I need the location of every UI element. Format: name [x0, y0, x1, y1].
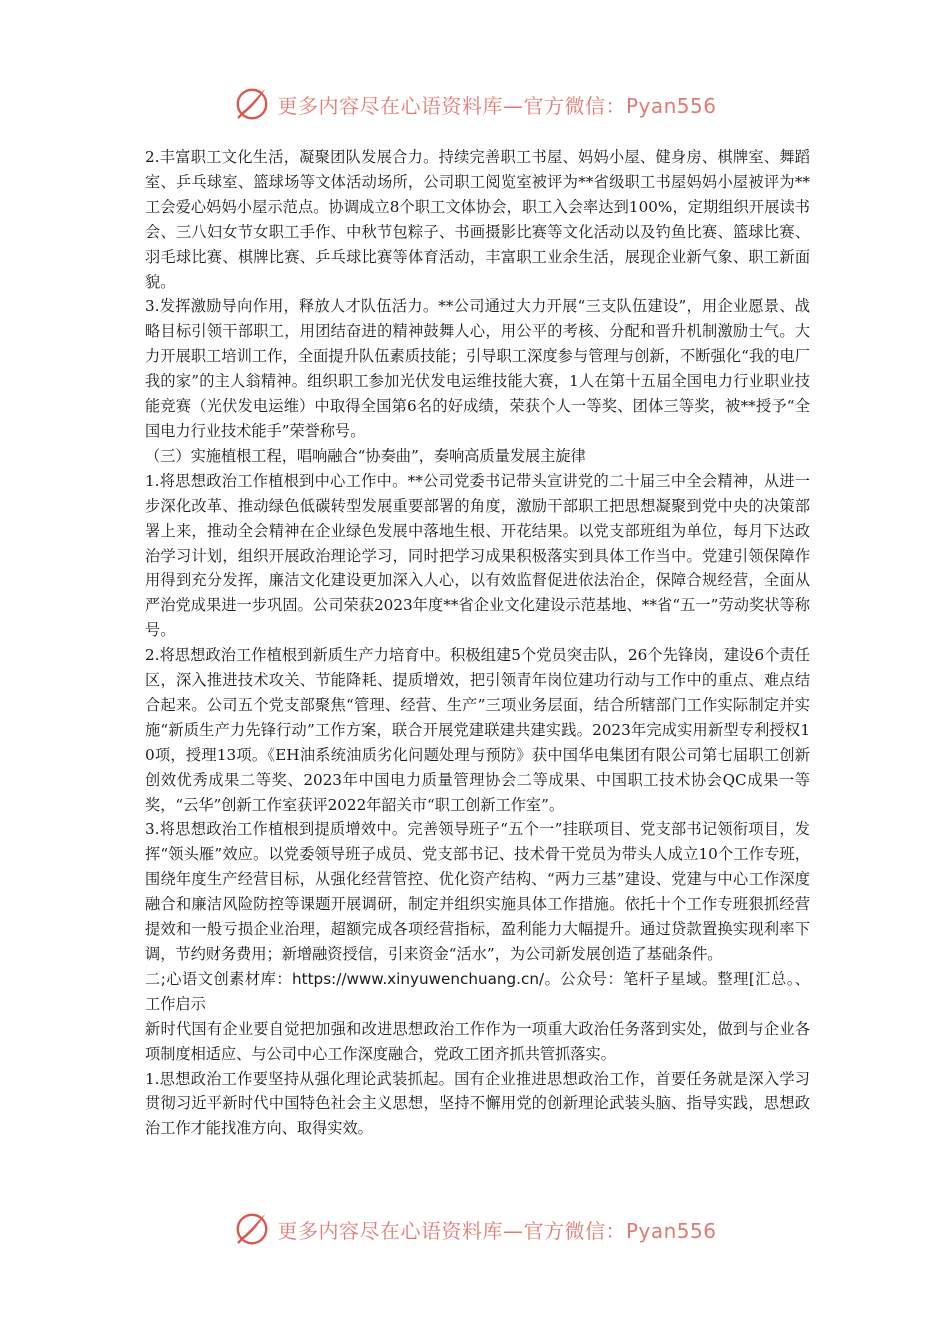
paragraph-new-productivity: 2.将思想政治工作植根到新质生产力培育中。积极组建5个党员突击队，26个先锋岗，建设6个责任区，深入推进技术攻关、节能降耗、提质增效，把引领青年岗位建功行动与工作中的重点、难点结合起来。公司五个党支部聚焦“管理、经营、生产”三项业务层面，结合所辖部门工作实际制定并实施“新质生产力先锋行动”工作方案，联合开展党建联建共建实践。2023年完成实用新型专利授权10项，授理13项。《EH油系统油质劣化问题处理与预防》获中国华电集团有限公司第七届职工创新创效优秀成果二等奖、2023年中国电力质量管理协会二等成果、中国职工技术协会QC成果一等奖，“云华”创新工作室获评2022年韶关市“职工创新工作室”。 — [145, 646, 810, 814]
quill-logo-icon — [233, 1210, 271, 1248]
paragraph-central-work: 1.将思想政治工作植根到中心工作中。**公司党委书记带头宣讲党的二十届三中全会精神，从进一步深化改革、推动绿色低碳转型发展重要部署的角度，激励干部职工把思想凝聚到党中央的决策部署上来，推动全会精神在企业绿色发展中落地生根、开花结果。以党支部班组为单位，每月下达政治学习计划，组织开展政治理论学习，同时把学习成果积极落实到具体工作当中。党建引领保障作用得到充分发挥，廉洁文化建设更加深入人心，以有效监督促进依法治企，保障合规经营，全面从严治党成果进一步巩固。公司荣获2023年度**省企业文化建设示范基地、**省“五一”劳动奖状等称号。 — [145, 471, 810, 640]
document-body — [145, 145, 810, 1141]
watermark-text: 更多内容尽在心语资料库—官方微信：Pyan556 — [277, 93, 717, 118]
section-heading-rooting-project: （三）实施植根工程，唱响融合“协奏曲”，奏响高质量发展主旋律 — [145, 446, 586, 465]
watermark-footer — [0, 1209, 950, 1249]
paragraph-quality-efficiency: 3.将思想政治工作植根到提质增效中。完善领导班子“五个一”挂联项目、党支部书记领衔项目，发挥“领头雁”效应。以党委领导班子成员、党支部书记、技术骨干党员为带头人成立10个工作专班，围绕年度生产经营目标，从强化经营管控、优化资产结构、“两力三基”建设、党建与中心工作深度融合和廉洁风险防控等课题开展调研，制定并组织实施具体工作措施。依托十个工作专班狠抓经营提效和一般亏损企业治理，超额完成各项经营指标，盈利能力大幅提升。通过贷款置换实现利率下调，节约财务费用；新增融资授信，引来资金“活水”，为公司新发展创造了基础条件。 — [145, 820, 810, 963]
watermark-header — [0, 84, 950, 124]
watermark-text: 更多内容尽在心语资料库—官方微信：Pyan556 — [277, 1218, 717, 1243]
paragraph-culture-life: 2.丰富职工文化生活，凝聚团队发展合力。持续完善职工书屋、妈妈小屋、健身房、棋牌室、舞蹈室、乒乓球室、篮球场等文体活动场所，公司职工阅览室被评为**省级职工书屋妈妈小屋被评为**工会爱心妈妈小屋示范点。协调成立8个职工文体协会，职工入会率达到100%，定期组织开展读书会、三八妇女节女职工手作、中秋节包粽子、书画摄影比赛等文化活动以及钓鱼比赛、篮球比赛、羽毛球比赛、棋牌比赛、乒乓球比赛等体育活动，丰富职工业余生活，展现企业新气象、职工新面貌。 — [145, 148, 810, 291]
paragraph-theory-arming: 1.思想政治工作要坚持从强化理论武装抓起。国有企业推进思想政治工作，首要任务就是深入学习贯彻习近平新时代中国特色社会主义思想，坚持不懈用党的创新理论武装头脑、指导实践，思想政治工作才能找准方向、取得实效。 — [145, 1069, 810, 1138]
quill-logo-icon — [233, 85, 271, 123]
paragraph-incentive: 3.发挥激励导向作用，释放人才队伍活力。**公司通过大力开展“三支队伍建设”，用企业愿景、战略目标引领干部职工，用团结奋进的精神鼓舞人心，用公平的考核、分配和晋升机制激励士气。大力开展职工培训工作，全面提升队伍素质技能；引导职工深度参与管理与创新，不断强化“我的电厂我的家”的主人翁精神。组织职工参加光伏发电运维技能大赛，1人在第十五届全国电力行业职业技能竞赛（光伏发电运维）中取得全国第6名的好成绩，荣获个人一等奖、团体三等奖，被**授予“全国电力行业技术能手”荣誉称号。 — [145, 297, 810, 440]
section-heading-insights: 二;心语文创素材库：https://www.xinyuwenchuang.cn/。公众号：笔杆子星域。整理[汇总。、工作启示 — [145, 969, 810, 1013]
paragraph-insights-intro: 新时代国有企业要自觉把加强和改进思想政治工作作为一项重大政治任务落到实处，做到与企业各项制度相适应、与公司中心工作深度融合，党政工团齐抓共管抓落实。 — [145, 1019, 810, 1063]
